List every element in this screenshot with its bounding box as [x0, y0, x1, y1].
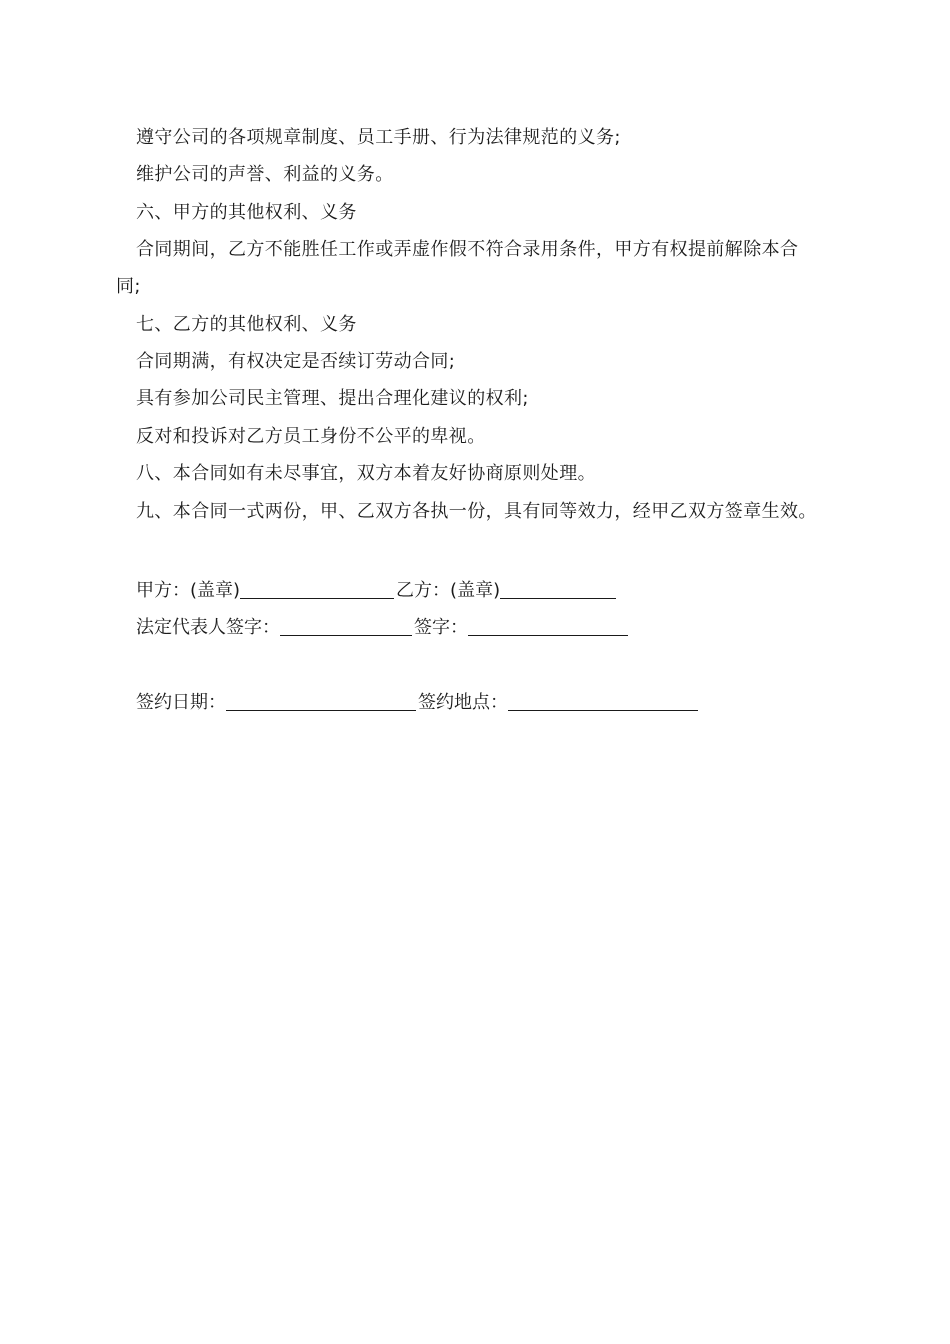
signing-date-field[interactable] [226, 690, 416, 711]
sign-field[interactable] [468, 615, 628, 636]
section-nine-clause: 九、本合同一式两份，甲、乙双方各执一份，具有同等效力，经甲乙双方签章生效。 [136, 501, 817, 522]
section-seven-heading: 七、乙方的其他权利、义务 [136, 314, 357, 335]
sign-label: 签字： [414, 617, 468, 638]
legal-rep-signature-field[interactable] [280, 615, 412, 636]
section-six-heading: 六、甲方的其他权利、义务 [136, 202, 357, 223]
party-a-seal-field[interactable] [240, 578, 394, 599]
signing-date-label: 签约日期： [136, 692, 226, 713]
section-seven-objection-right: 反对和投诉对乙方员工身份不公平的卑视。 [136, 426, 486, 447]
section-six-clause-part2: 同; [116, 276, 141, 297]
obligation-protect-reputation: 维护公司的声誉、利益的义务。 [136, 164, 394, 185]
signing-place-label: 签约地点： [418, 692, 508, 713]
section-six-clause-part1: 合同期间，乙方不能胜任工作或弄虚作假不符合录用条件，甲方有权提前解除本合 [136, 239, 799, 260]
party-signature-row [136, 575, 618, 603]
section-eight-clause: 八、本合同如有未尽事宜，双方本着友好协商原则处理。 [136, 463, 596, 484]
legal-rep-label: 法定代表人签字： [136, 617, 280, 638]
party-b-seal-field[interactable] [500, 578, 616, 599]
representative-signature-row [136, 612, 630, 640]
section-seven-renewal-right: 合同期满，有权决定是否续订劳动合同; [136, 351, 456, 372]
signing-place-field[interactable] [508, 690, 698, 711]
party-a-label: 甲方：(盖章) [136, 580, 241, 601]
obligation-comply-rules: 遵守公司的各项规章制度、员工手册、行为法律规范的义务; [136, 127, 621, 148]
party-b-label: 乙方：(盖章) [396, 580, 501, 601]
section-seven-participation-right: 具有参加公司民主管理、提出合理化建议的权利; [136, 388, 529, 409]
date-place-row [136, 687, 700, 715]
